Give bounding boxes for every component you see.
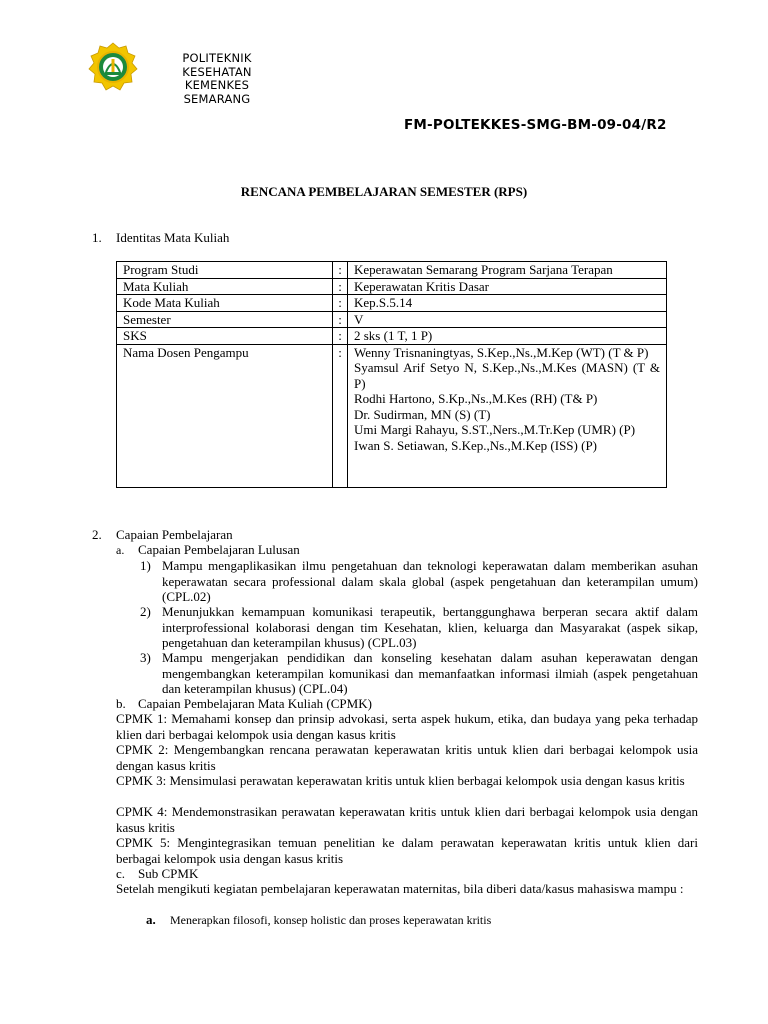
subsection-c-heading [116, 866, 198, 882]
lecturer-list [348, 344, 667, 487]
item-text: Menunjukkan kemampuan komunikasi terapeutik, bertanggunghawa berperan secara aktif dalam interprofessional kolaborasi dengan tim Kesehatan, klien, keluarga dan Masyarakat (aspek sikap, pengetahuan dan keterampilan khusus) (CPL.03) [162, 604, 698, 650]
section-outcomes-heading [92, 527, 698, 543]
item-number: 3) [140, 650, 151, 665]
table-row [117, 262, 667, 279]
cpmk-item: CPMK 5: Mengintegrasikan temuan penelitian ke dalam perawatan keperawatan kritis untuk klien dari berbagai kelompok usia dengan kasus kritis [116, 835, 698, 866]
table-row [117, 311, 667, 328]
document-title: RENCANA PEMBELAJARAN SEMESTER (RPS) [240, 184, 528, 199]
institution-line: POLITEKNIK [182, 51, 252, 65]
table-row [117, 328, 667, 345]
section-number: 2. [92, 527, 102, 542]
subsection-a-heading [116, 542, 300, 559]
row-separator: : [333, 328, 348, 345]
row-separator: : [333, 262, 348, 279]
institution-name [162, 52, 272, 106]
lecturer-name: Iwan S. Setiawan, S.Kep.,Ns.,M.Kep (ISS) (P) [354, 437, 598, 453]
table-row [117, 295, 667, 312]
section-identity-heading [92, 230, 229, 246]
sub-cpmk-intro: Setelah mengikuti kegiatan pembelajaran keperawatan maternitas, bila diberi data/kasus mahasiswa mampu : [116, 881, 684, 896]
item-number: 2) [140, 604, 151, 619]
table-row [117, 278, 667, 295]
list-item [146, 912, 491, 929]
row-label: Program Studi [117, 262, 333, 279]
row-value: V [348, 311, 667, 328]
subsection-marker: b. [116, 696, 126, 711]
row-value: Keperawatan Semarang Program Sarjana Terapan [348, 262, 667, 279]
institution-line: KESEHATAN [182, 64, 252, 79]
institution-line: SEMARANG [183, 91, 251, 106]
row-label: Mata Kuliah [117, 278, 333, 295]
form-code: FM-POLTEKKES-SMG-BM-09-04/R2 [404, 117, 667, 133]
row-value: Kep.S.5.14 [348, 295, 667, 312]
section-title: Capaian Pembelajaran [116, 527, 233, 542]
subsection-title: Capaian Pembelajaran Mata Kuliah (CPMK) [138, 696, 372, 711]
subsection-title: Capaian Pembelajaran Lulusan [138, 542, 300, 557]
subsection-marker: c. [116, 866, 126, 881]
row-label: SKS [117, 328, 333, 345]
list-item [140, 650, 698, 697]
item-text: Mampu mengerjakan pendidikan dan konseling kesehatan dalam asuhan keperawatan dengan mengembangkan keterampilan komunikasi dan memanfaatkan informasi ilmiah (aspek pengetahuan dan keterampilan khusus) (CPL.04) [162, 650, 698, 696]
section-title: Identitas Mata Kuliah [116, 230, 230, 245]
row-label: Kode Mata Kuliah [117, 295, 333, 312]
poltekkes-logo [88, 42, 138, 92]
lecturer-name: Dr. Sudirman, MN (S) (T) [354, 406, 491, 422]
row-label: Nama Dosen Pengampu [117, 344, 333, 487]
row-separator: : [333, 278, 348, 295]
lecturer-name: Umi Margi Rahayu, S.ST.,Ners.,M.Tr.Kep (UMR) (P) [354, 422, 636, 437]
institution-line: KEMENKES [184, 78, 250, 92]
lecturer-name: Syamsul Arif Setyo N, S.Kep.,Ns.,M.Kes (MASN) (T & P) [354, 360, 660, 391]
subsection-title: Sub CPMK [138, 866, 199, 881]
row-separator: : [333, 344, 348, 487]
cpmk-item: CPMK 1: Memahami konsep dan prinsip advokasi, serta aspek hukum, etika, dan budaya yang peka terhadap klien dari berbagai kelompok usia dengan kasus kritis [116, 711, 698, 742]
item-text: Menerapkan filosofi, konsep holistic dan proses keperawatan kritis [170, 913, 492, 927]
subsection-marker: a. [116, 543, 125, 557]
item-marker: a. [146, 912, 156, 927]
subsection-b-heading [116, 696, 372, 712]
row-separator: : [333, 311, 348, 328]
item-number: 1) [140, 558, 151, 573]
row-value: Keperawatan Kritis Dasar [348, 278, 667, 295]
section-number: 1. [92, 230, 102, 245]
list-item [140, 604, 698, 651]
cpmk-item: CPMK 2: Mengembangkan rencana perawatan keperawatan kritis untuk klien dari berbagai kelompok usia dengan kasus kritis [116, 742, 698, 773]
table-row [117, 344, 667, 487]
identity-table [116, 261, 667, 488]
row-label: Semester [117, 311, 333, 328]
cpmk-item: CPMK 4: Mendemonstrasikan perawatan keperawatan kritis untuk klien dari berbagai kelompok usia dengan kasus kritis [116, 804, 698, 835]
list-item [140, 558, 698, 605]
lecturer-name: Rodhi Hartono, S.Kp.,Ns.,M.Kes (RH) (T& P) [354, 391, 598, 406]
row-value: 2 sks (1 T, 1 P) [348, 328, 667, 345]
cpmk-item: CPMK 3: Mensimulasi perawatan keperawatan kritis untuk klien berbagai kelompok usia dengan kasus kritis [116, 773, 685, 788]
row-separator: : [333, 295, 348, 312]
lecturer-name: Wenny Trisnaningtyas, S.Kep.,Ns.,M.Kep (WT) (T & P) [354, 344, 649, 360]
item-text: Mampu mengaplikasikan ilmu pengetahuan dan teknologi keperawatan dalam memberikan asuhan keperawatan secara professional dalam skala global (aspek pengetahuan dan keterampilan umum) (CPL.02) [162, 558, 698, 604]
